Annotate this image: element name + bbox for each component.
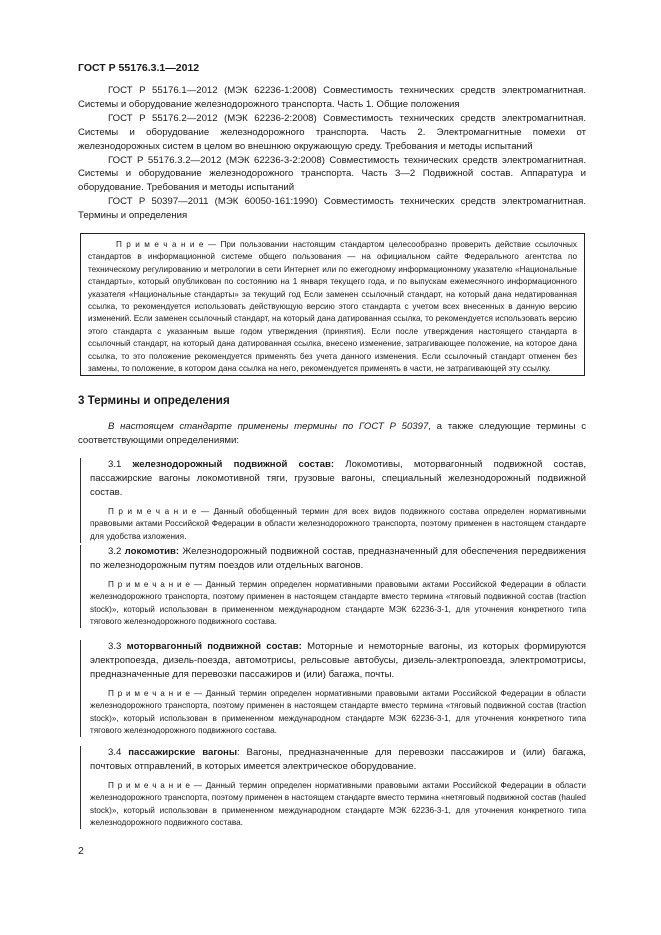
term-number: 3.4 <box>108 747 129 758</box>
term-3-1 <box>80 458 586 543</box>
term-note <box>90 579 586 629</box>
term-definition <box>90 746 586 774</box>
normative-references <box>78 84 586 223</box>
term-number: 3.3 <box>108 641 127 652</box>
term-3-4 <box>80 746 586 829</box>
reference-item: ГОСТ Р 55176.3.2—2012 (МЭК 62236-3-2:2008) Совместимость технических средств электромагнитная. Системы и оборудование железнодорожного транспорта. Часть 3—2 Подвижной состав. Аппаратура и оборудование. Требования и методы испытаний <box>78 154 586 194</box>
term-name: локомотив: <box>124 546 180 557</box>
reference-item: ГОСТ Р 55176.1—2012 (МЭК 62236-1:2008) Совместимость технических средств электромагнитная. Системы и оборудование железнодорожного транспорта. Часть 1. Общие положения <box>78 85 586 110</box>
term-number: 3.1 <box>108 459 133 470</box>
term-3-2 <box>80 545 586 628</box>
term-definition <box>90 640 586 682</box>
standard-id: ГОСТ Р 55176.3.1—2012 <box>78 62 200 74</box>
term-text: Локомотивы, моторвагонный подвижной состав, пассажирские вагоны локомотивной тяги, грузовые вагоны, специальный железнодорожный подвижной состав. <box>90 459 586 498</box>
term-name: моторвагонный подвижной состав: <box>126 641 302 652</box>
term-name: пассажирские вагоны <box>128 747 238 758</box>
term-3-3 <box>80 640 586 737</box>
note-label: П р и м е ч а н и е <box>108 579 190 589</box>
note-label: П р и м е ч а н и е <box>108 688 190 698</box>
term-text: : Вагоны, предназначенные для перевозки пассажиров и (или) багажа, почтовых отправлений, в которых имеется электрическое оборудование. <box>90 747 586 772</box>
term-note <box>90 688 586 738</box>
note-body: — Данный термин определен нормативными правовыми актами Российской Федерации в области железнодорожного транспорта, поэтому применен в настоящем стандарте вместо термина «тяговый подвижной состав (traction stock)», который использован в примененном международном стандарте МЭК 62236-3-1, для уточнения конкретного типа тягового железнодорожного подвижного состава. <box>90 579 586 627</box>
term-note <box>90 506 586 543</box>
term-text: Железнодорожный подвижной состав, предназначенный для обеспечения передвижения по железнодорожным путям поездов или отдельных вагонов. <box>90 546 586 571</box>
boxed-note-text <box>88 239 577 375</box>
note-body: — При пользовании настоящим стандартом целесообразно проверить действие ссылочных стандартов в информационной системе общего пользования — на официальном сайте Федерального агентства по техническому регулированию и метрологии в сети Интернет или по ежегодному информационному указателю «Национальные стандарты», который опубликован по состоянию на 1 января текущего года, и по выпускам ежемесячного информационного указателя «Национальные стандарты» за текущий год Если заменен ссылочный стандарт, на который дана недатированная ссылка, то рекомендуется использовать действующую версию этого стандарта с учетом всех внесенных в данную версию изменений. Если заменен ссылочный стандарт, на который дана датированная ссылка, то рекомендуется использовать версию этого стандарта с указанным выше годом утверждения (принятия). Если после утверждения настоящего стандарта в ссылочный стандарт, на который дана датированная ссылка, внесено изменение, затрагивающее положение, на которое дана ссылка, то это положение рекомендуется применять без учета данного изменения. Если ссылочный стандарт отменен без замены, то положение, в котором дана ссылка на него, рекомендуется применять в части, не затрагивающей эту ссылку. <box>88 240 577 374</box>
reference-item: ГОСТ Р 55176.2—2012 (МЭК 62236-2:2008) Совместимость технических средств электромагнитная. Системы и оборудование железнодорожного транспорта. Часть 2. Электромагнитные помехи от железнодорожных систем в целом во внешнюю окружающую среду. Требования и методы испытаний <box>78 112 586 152</box>
note-label: П р и м е ч а н и е <box>116 240 204 249</box>
reference-item: ГОСТ Р 50397—2011 (МЭК 60050-161:1990) Совместимость технических средств электромагнитная. Термины и определения <box>78 196 586 222</box>
term-text: Моторные и немоторные вагоны, из которых формируются электропоезда, дизель-поезда, автомотрисы, рельсовые автобусы, дизель-электропоезда, электромотрисы, предназначенные для перевозки пассажиров и (или) багажа, почты. <box>90 641 586 680</box>
boxed-note <box>80 233 585 376</box>
note-body: — Данный термин определен нормативными правовыми актами Российской Федерации в области железнодорожного транспорта, поэтому применен в настоящем стандарте вместо термина «нетяговый подвижной состав (hauled stock)», который использован в примененном международном стандарте МЭК 62236-3-1, для уточнения конкретного типа железнодорожного подвижного состава. <box>90 780 586 828</box>
section-intro-italic: В настоящем стандарте применены термины по ГОСТ Р 50397 <box>108 421 429 432</box>
term-definition <box>90 458 586 500</box>
note-body: — Данный термин определен нормативными правовыми актами Российской Федерации в области железнодорожного транспорта, поэтому применен в настоящем стандарте вместо термина «тяговый подвижной состав (traction stock)», который использован в примененном международном стандарте МЭК 62236-3-1, для уточнения конкретного типа тягового железнодорожного подвижного состава. <box>90 688 586 735</box>
note-body: — Данный обобщенный термин для всех видов подвижного состава определен нормативными правовыми актами Российской Федерации в области железнодорожного транспорта, поэтому применен в настоящем стандарте для удобства изложения. <box>90 506 587 541</box>
term-definition <box>90 545 586 573</box>
term-note <box>90 780 586 830</box>
note-label: П р и м е ч а н и е <box>108 780 190 790</box>
term-name: железнодорожный подвижной состав: <box>132 459 335 470</box>
section-title: 3 Термины и определения <box>78 394 230 407</box>
page-number: 2 <box>78 845 84 857</box>
term-number: 3.2 <box>108 546 125 557</box>
section-intro-rest: , а также следующие термины с соответствующими определениями: <box>78 421 586 446</box>
section-intro <box>78 420 586 448</box>
note-label: П р и м е ч а н и е <box>108 506 197 516</box>
